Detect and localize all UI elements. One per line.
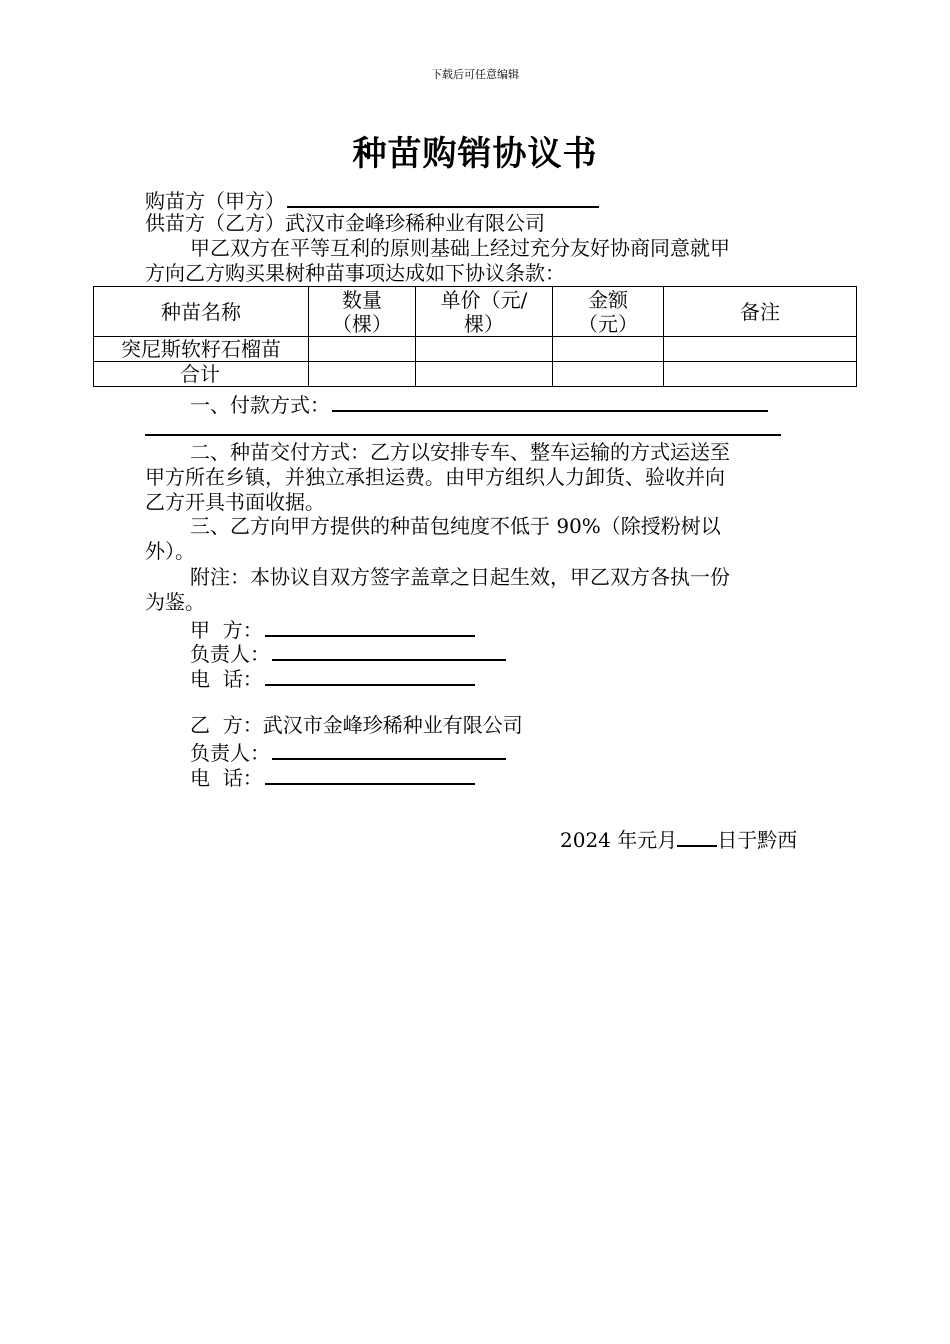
purity-line-2: 外）。 [145,539,195,563]
delivery-line-3: 乙方开具书面收据。 [145,490,325,514]
payment-label: 一、付款方式： [190,393,330,417]
party-b-phone-label: 电 话： [190,766,263,790]
party-b-person-line [190,738,506,766]
date-suffix: 日于黔西 [717,828,798,852]
supplier-line: 供苗方（乙方）武汉市金峰珍稀种业有限公司 [145,211,545,235]
purity-line-1: 三、乙方向甲方提供的种苗包纯度不低于 90%（除授粉树以 [190,514,721,538]
note-line-1: 附注：本协议自双方签字盖章之日起生效，甲乙双方各执一份 [190,565,730,589]
header-price: 单价（元/ 棵） [416,287,553,337]
header-amount: 金额 （元） [553,287,664,337]
date-day-blank[interactable] [677,825,717,847]
party-a-phone-line [190,664,475,692]
header-quantity: 数量 （棵） [309,287,416,337]
total-price[interactable] [416,362,553,387]
table-row-total [94,362,857,387]
delivery-line-2: 甲方所在乡镇，并独立承担运费。由甲方组织人力卸货、验收并向 [145,465,725,489]
table-row [94,337,857,362]
date-prefix: 2024 年元月 [560,828,678,852]
header-remark: 备注 [664,287,857,337]
payment-blank-2[interactable] [145,434,781,436]
intro-line-1: 甲乙双方在平等互利的原则基础上经过充分友好协商同意就甲 [190,236,730,260]
table-header-row [94,287,857,337]
party-b-person-label: 负责人： [190,741,270,765]
intro-line-2: 方向乙方购买果树种苗事项达成如下协议条款： [145,261,565,285]
total-quantity[interactable] [309,362,416,387]
seedling-table [93,286,857,387]
header-name: 种苗名称 [94,287,309,337]
date-line [560,825,797,853]
row1-name: 突尼斯软籽石榴苗 [94,337,309,362]
buyer-label: 购苗方（甲方） [145,189,285,213]
note-line-2: 为鉴。 [145,590,205,614]
party-b-phone-line [190,763,475,791]
total-remark[interactable] [664,362,857,387]
party-b-line: 乙 方：武汉市金峰珍稀种业有限公司 [190,713,523,737]
party-a-label: 甲 方： [190,618,263,642]
delivery-line-1: 二、种苗交付方式：乙方以安排专车、整车运输的方式运送至 [190,440,730,464]
row1-amount[interactable] [553,337,664,362]
party-a-phone-blank[interactable] [265,664,475,686]
document-title: 种苗购销协议书 [352,134,598,174]
row1-quantity[interactable] [309,337,416,362]
payment-blank[interactable] [332,390,768,412]
party-a-phone-label: 电 话： [190,667,263,691]
total-label: 合计 [94,362,309,387]
party-a-blank[interactable] [265,615,475,637]
party-a-person-blank[interactable] [272,639,506,661]
party-b-phone-blank[interactable] [265,763,475,785]
party-a-person-label: 负责人： [190,642,270,666]
payment-line [190,390,768,418]
row1-price[interactable] [416,337,553,362]
party-a-person-line [190,639,506,667]
total-amount[interactable] [553,362,664,387]
row1-remark[interactable] [664,337,857,362]
header-note: 下载后可任意编辑 [431,68,519,81]
buyer-line [145,186,599,214]
buyer-blank[interactable] [287,186,599,208]
party-b-person-blank[interactable] [272,738,506,760]
